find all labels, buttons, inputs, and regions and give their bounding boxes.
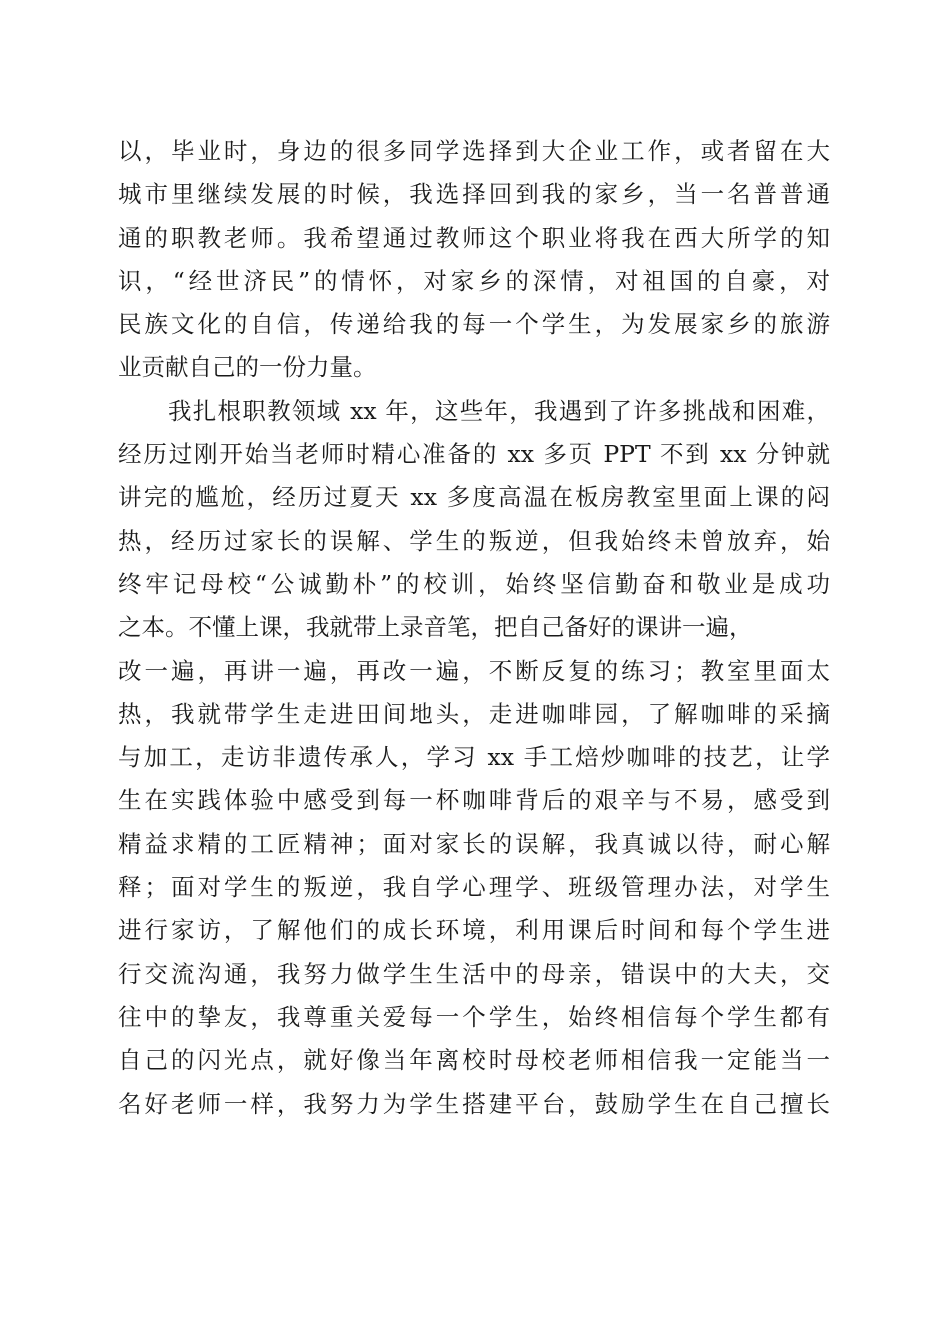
text-line: 讲完的尴尬，经历过夏天 xx 多度高温在板房教室里面上课的闷 bbox=[118, 483, 830, 512]
text-line: 业贡献自己的一份力量。 bbox=[118, 353, 377, 382]
text-line: 与加工，走访非遗传承人，学习 xx 手工焙炒咖啡的技艺，让学 bbox=[118, 743, 830, 772]
body-text bbox=[118, 130, 830, 1126]
text-line: 进行家访，了解他们的成长环境，利用课后时间和每个学生进 bbox=[118, 916, 830, 945]
text-line: 行交流沟通，我努力做学生生活中的母亲，错误中的大夫，交 bbox=[118, 959, 830, 988]
text-line: 民族文化的自信，传递给我的每一个学生，为发展家乡的旅游 bbox=[118, 310, 830, 339]
text-line: 名好老师一样，我努力为学生搭建平台，鼓励学生在自己擅长 bbox=[118, 1089, 830, 1118]
text-line: 以，毕业时，身边的很多同学选择到大企业工作，或者留在大 bbox=[118, 137, 830, 165]
text-line: 生在实践体验中感受到每一杯咖啡背后的艰辛与不易，感受到 bbox=[118, 786, 830, 815]
text-line: 之本。不懂上课，我就带上录音笔，把自己备好的课讲一遍， bbox=[118, 613, 753, 642]
text-line: 往中的挚友，我尊重关爱每一个学生，始终相信每个学生都有 bbox=[118, 1002, 830, 1031]
text-line: 释；面对学生的叛逆，我自学心理学、班级管理办法，对学生 bbox=[118, 873, 830, 902]
text-line: 热，经历过家长的误解、学生的叛逆，但我始终未曾放弃，始 bbox=[118, 526, 830, 555]
text-line: 精益求精的工匠精神；面对家长的误解，我真诚以待，耐心解 bbox=[118, 829, 830, 858]
text-line: 通的职教老师。我希望通过教师这个职业将我在西大所学的知 bbox=[118, 223, 830, 252]
text-line: 经历过刚开始当老师时精心准备的 xx 多页 PPT 不到 xx 分钟就 bbox=[118, 440, 830, 469]
text-line: 改一遍，再讲一遍，再改一遍，不断反复的练习；教室里面太 bbox=[118, 656, 830, 685]
paragraph-first-line: 我扎根职教领域 xx 年，这些年，我遇到了许多挑战和困难， bbox=[168, 396, 830, 425]
text-line: 热，我就带学生走进田间地头，走进咖啡园，了解咖啡的采摘 bbox=[118, 699, 830, 728]
text-line: 识，“经世济民”的情怀，对家乡的深情，对祖国的自豪，对 bbox=[118, 266, 830, 295]
text-line: 自己的闪光点，就好像当年离校时母校老师相信我一定能当一 bbox=[118, 1046, 830, 1075]
text-line: 城市里继续发展的时候，我选择回到我的家乡，当一名普普通 bbox=[118, 180, 830, 209]
text-line: 终牢记母校“公诚勤朴”的校训，始终坚信勤奋和敬业是成功 bbox=[118, 569, 830, 598]
